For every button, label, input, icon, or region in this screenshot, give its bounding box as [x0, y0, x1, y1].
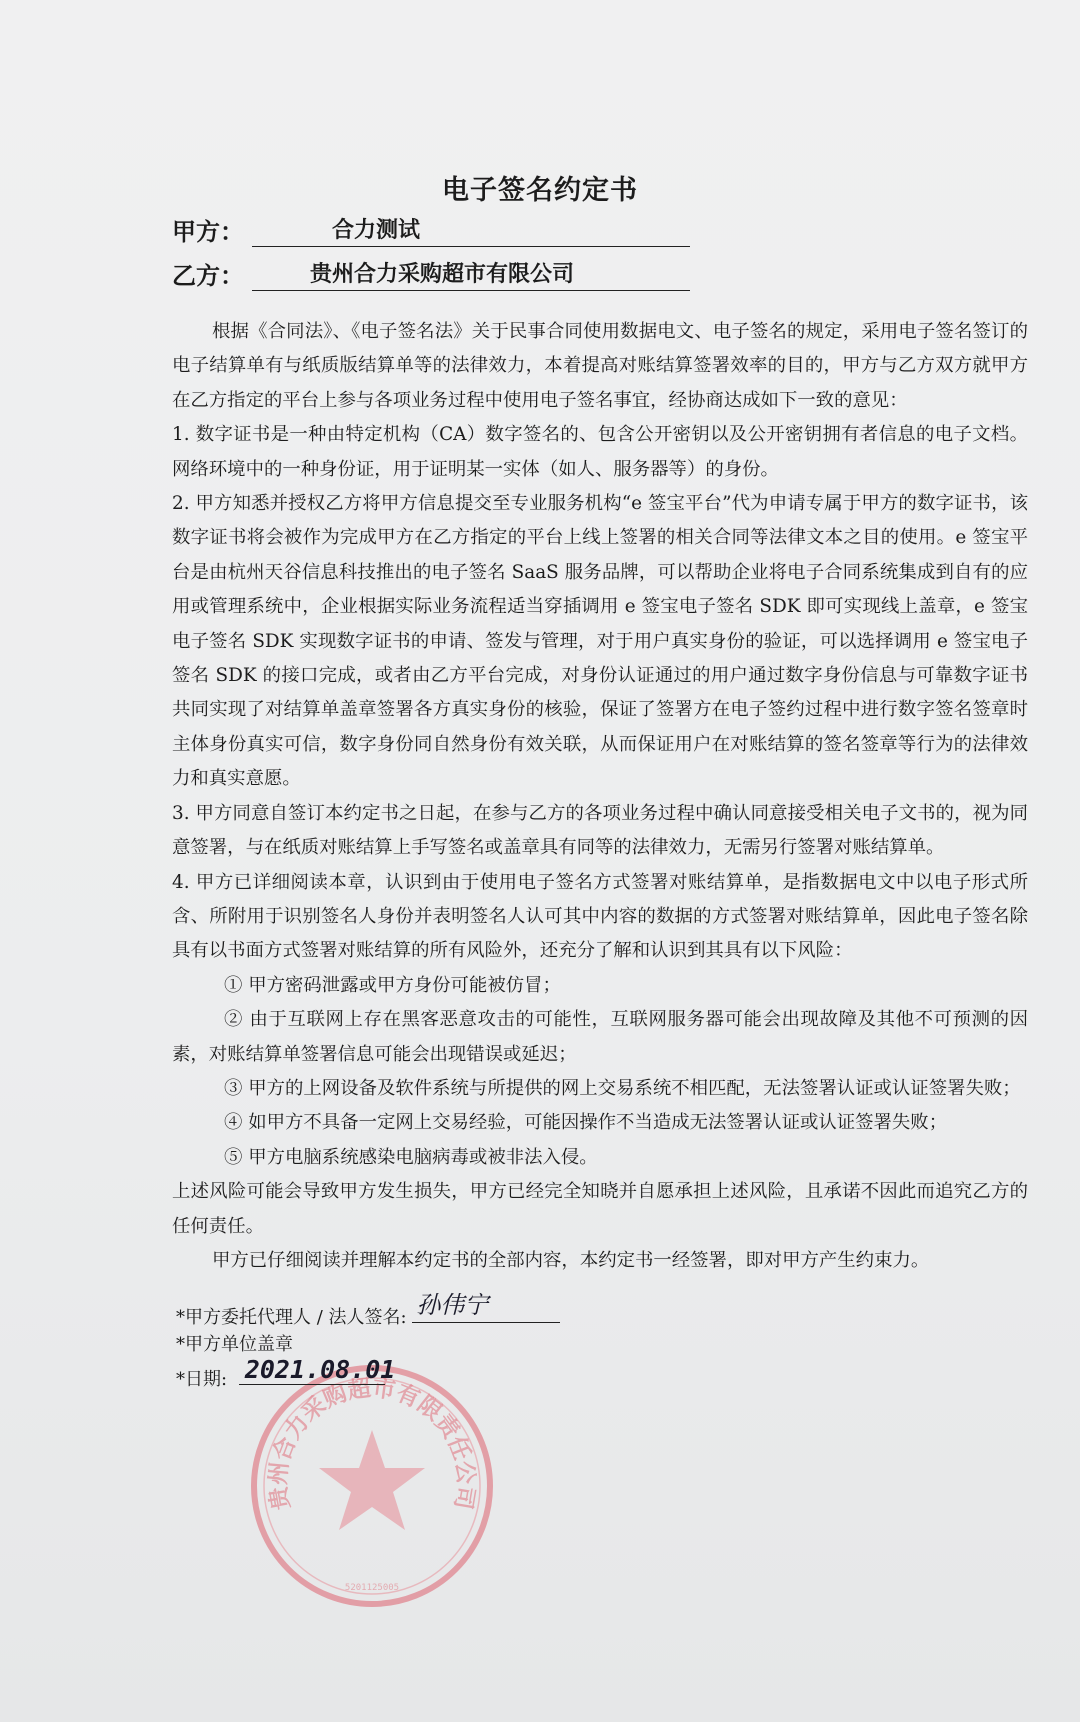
- party-a-label: 甲方：: [172, 217, 244, 246]
- party-a-line: [252, 216, 690, 247]
- agent-signature-label: *甲方委托代理人 / 法人签名:: [176, 1307, 407, 1328]
- document-body: [172, 315, 1028, 1278]
- risk-3: ③ 甲方的上网设备及软件系统与所提供的网上交易系统不相匹配，无法签署认证或认证签署失败；: [224, 1077, 1021, 1099]
- seal-row: [176, 1330, 293, 1356]
- risk-4: ④ 如甲方不具备一定网上交易经验，可能因操作不当造成无法签署认证或认证签署失败；: [224, 1112, 948, 1134]
- date-line: [239, 1355, 396, 1385]
- agent-signature-row: [176, 1291, 560, 1329]
- company-seal: [244, 1358, 500, 1614]
- svg-text:5201125005: 5201125005: [344, 1583, 400, 1593]
- date-handwriting: 2021.08.01: [244, 1355, 396, 1384]
- agent-signature-line: [412, 1291, 560, 1323]
- party-b-label: 乙方：: [172, 261, 244, 290]
- clause-3: 3. 甲方同意自签订本约定书之日起，在参与乙方的各项业务过程中确认同意接受相关电子文书的，视为同意签署，与在纸质对账结算上手写签名或盖章具有同等的法律效力，无需另行签署对账结算单。: [172, 802, 1028, 859]
- summary-paragraph: 上述风险可能会导致甲方发生损失，甲方已经完全知晓并自愿承担上述风险，且承诺不因此而追究乙方的任何责任。: [172, 1181, 1028, 1237]
- seal-label: *甲方单位盖章: [176, 1334, 293, 1355]
- party-a-value: 合力测试: [332, 217, 421, 243]
- clause-4: 4. 甲方已详细阅读本章，认识到由于使用电子签名方式签署对账结算单，是指数据电文中以电子形式所含、所附用于识别签名人身份并表明签名人认可其中内容的数据的方式签署对账结算单，因此电子签名除具有以书面方式签署对账结算的所有风险外，还充分了解和认识到其具有以下风险：: [172, 871, 1028, 962]
- clause-2: 2. 甲方知悉并授权乙方将甲方信息提交至专业服务机构“e 签宝平台”代为申请专属于甲方的数字证书，该数字证书将会被作为完成甲方在乙方指定的平台上线上签署的相关合同等法律文本之目的使用。e 签宝平台是由杭州天谷信息科技推出的电子签名 SaaS 服务品牌，可以帮助企业将电子合同系统集成到自有的应用或管理系统中，企业根据实际业务流程适当穿插调用 e 签宝电子签名 SDK 即可实现线上盖章，e 签宝电子签名 SDK 实现数字证书的申请、签发与管理，对于用户真实身份的验证，可以选择调用 e 签宝电子签名 SDK 的接口完成，或者由乙方平台完成，对身份认证通过的用户通过数字身份信息与可靠数字证书共同实现了对结算单盖章签署各方真实身份的核验，保证了签署方在电子签约过程中进行数字签名签章时主体身份真实可信，数字身份同自然身份有效关联，从而保证用户在对账结算的签名签章等行为的法律效力和真实意愿。: [172, 493, 1028, 790]
- document-title: 电子签名约定书: [442, 175, 638, 206]
- closing-paragraph: 甲方已仔细阅读并理解本约定书的全部内容，本约定书一经签署，即对甲方产生约束力。: [212, 1249, 930, 1271]
- risk-5: ⑤ 甲方电脑系统感染电脑病毒或被非法入侵。: [224, 1146, 598, 1168]
- party-a-row: [172, 212, 690, 247]
- intro-paragraph: 根据《合同法》、《电子签名法》关于民事合同使用数据电文、电子签名的规定，采用电子签名签订的电子结算单有与纸质版结算单等的法律效力，本着提高对账结算签署效率的目的，甲方与乙方双方就甲方在乙方指定的平台上参与各项业务过程中使用电子签名事宜，经协商达成如下一致的意见：: [172, 321, 1028, 411]
- seal-star-icon: [319, 1430, 425, 1530]
- risk-2: ② 由于互联网上存在黑客恶意攻击的可能性，互联网服务器可能会出现故障及其他不可预测的因素，对账结算单签署信息可能会出现错误或延迟；: [172, 1009, 1028, 1065]
- clause-1: 1. 数字证书是一种由特定机构（CA）数字签名的、包含公开密钥以及公开密钥拥有者信息的电子文档。网络环境中的一种身份证，用于证明某一实体（如人、服务器等）的身份。: [172, 424, 1028, 480]
- party-b-row: [172, 256, 690, 291]
- agent-signature-handwriting: 孙伟宁: [416, 1291, 489, 1319]
- seal-text: 贵州合力采购超市有限责任公司: [265, 1375, 479, 1512]
- risk-1: ① 甲方密码泄露或甲方身份可能被仿冒；: [224, 974, 561, 996]
- party-b-value: 贵州合力采购超市有限公司: [310, 261, 575, 287]
- date-label: *日期:: [176, 1369, 228, 1390]
- date-row: [176, 1355, 396, 1391]
- party-b-line: [252, 260, 690, 291]
